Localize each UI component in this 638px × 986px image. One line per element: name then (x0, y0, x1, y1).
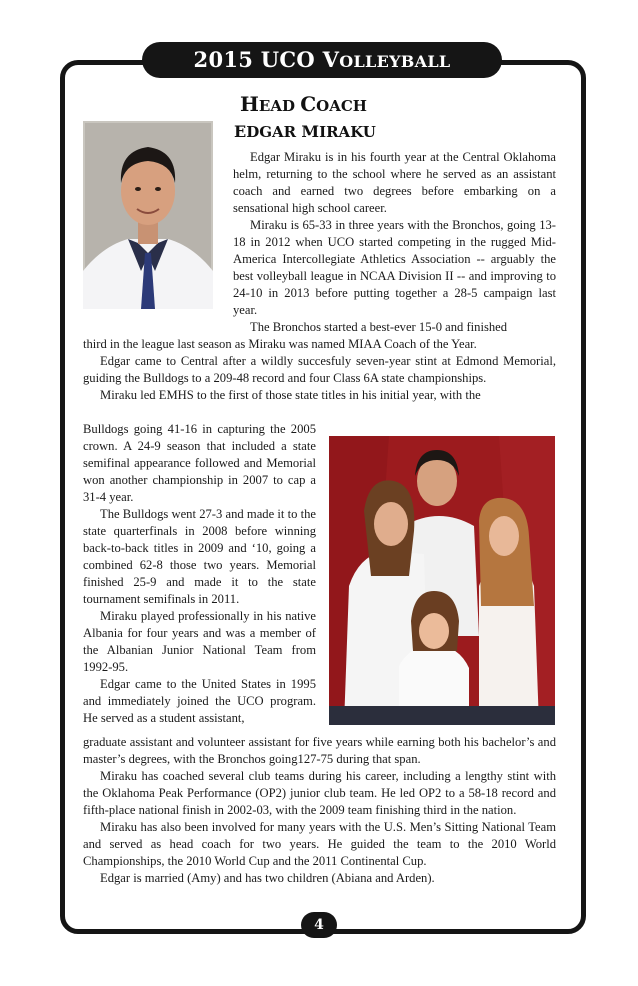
family-photo (329, 436, 555, 725)
section-heading: HEAD COACH (240, 92, 367, 116)
paragraph: Miraku is 65-33 in three years with the Bronchos, going 13-18 in 2012 when UCO started competing in the rugged Mid-America Intercollegiate Athletics Association -- arguably the best volleyball league in NCAA Division II -- and improving to 24-10 in 2013 before putting together a 28-5 campaign last year. (233, 218, 556, 317)
paragraph: Edgar is married (Amy) and has two children (Abiana and Arden). (100, 871, 435, 885)
full-width-text-block (83, 336, 556, 404)
paragraph: Edgar came to the United States in 1995 and immediately joined the UCO program. He served as a student assistant, (83, 677, 316, 725)
paragraph: Miraku has coached several club teams during his career, including a lengthy stint with the Oklahoma Peak Performance (OP2) junior club team. He led OP2 to a 58-18 record and fifth-place national finish in 2002-03, with the 2009 team finishing third in the nation. (83, 769, 556, 817)
coach-name: EDGAR MIRAKU (234, 122, 376, 141)
page-number: 4 (301, 912, 337, 938)
paragraph: The Bronchos started a best-ever 15-0 and finished (250, 320, 508, 334)
paragraph: Edgar came to Central after a wildly succesfuly seven-year stint at Edmond Memorial, guiding the Bulldogs to a 209-48 record and four Class 6A state championships. (83, 354, 556, 385)
paragraph: Bulldogs going 41-16 in capturing the 2005 crown. A 24-9 season that included a state semifinal appearance followed and Memorial won another championship in 2007 to cap a 31-4 year. (83, 422, 316, 504)
closing-text-block (83, 734, 556, 887)
paragraph: Miraku led EMHS to the first of those state titles in his initial year, with the (100, 388, 481, 402)
paragraph: third in the league last season as Miraku was named MIAA Coach of the Year. (83, 337, 477, 351)
intro-text-block (233, 149, 556, 336)
coach-portrait-photo (83, 121, 213, 309)
paragraph: Edgar Miraku is in his fourth year at the Central Oklahoma helm, returning to the school where he served as an assistant coach and earned two degrees before embarking on a sensational high school career. (233, 150, 556, 215)
paragraph: graduate assistant and volunteer assistant for five years while earning both his bachelor’s and master’s degrees, with the Bronchos going127-75 during that span. (83, 735, 556, 766)
paragraph: Miraku played professionally in his native Albania for four years and was a member of the Albanian Junior National Team from 1992-95. (83, 609, 316, 674)
paragraph: Miraku has also been involved for many years with the U.S. Men’s Sitting National Team and served as head coach for two years. He guided the team to the 2010 World Championships, the 2010 World Cup and the 2011 Continental Cup. (83, 820, 556, 868)
page-banner: 2015 UCO VOLLEYBALL (142, 42, 502, 78)
paragraph: The Bulldogs went 27-3 and made it to the state quarterfinals in 2008 before winning back-to-back titles in 2009 and ‘10, going a combined 62-8 those two years. Memorial finished 25-9 and made it to the state tournament semifinals in 2011. (83, 507, 316, 606)
column-text-block (83, 421, 316, 727)
